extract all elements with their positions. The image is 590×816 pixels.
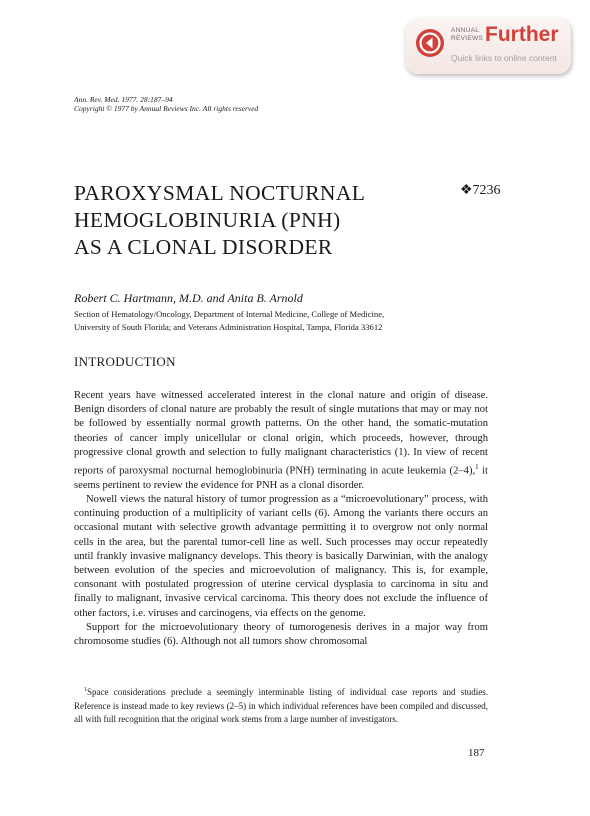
further-banner[interactable] [405, 18, 571, 74]
article-body [74, 389, 488, 649]
paragraph-3: Support for the microevolutionary theory of tumorogenesis derives in a major way from chromosome studies (6). Although not all tumors show chromosomal [74, 621, 488, 647]
section-heading: INTRODUCTION [74, 354, 176, 369]
footnote: $^1$Space considerations preclude a seemingly interminable listing of individual case reports and studies. Reference is instead made to key reviews (2–5) in which individual references have been compiled and discussed, all with full recognition that the original work stems from a large number of investigators. [74, 687, 488, 724]
footnote-marker: 1 [84, 687, 87, 693]
publisher-name: ANNUAL REVIEWS [451, 27, 484, 42]
citation-copyright: Copyright © 1977 by Annual Reviews Inc. All rights reserved [74, 104, 259, 113]
paragraph-2: Nowell views the natural history of tumor progression as a “microevolutionary” process, with continuing production of a multiplicity of variant cells (6). Among the variants there occurs an occasional mutant with selective growth advantage permitting it to overgrow not only normal cells in the area, but the parental tumor-cell line as well. Such processes may occur repeatedly until frankly invasive malignancy develops. This theory is basically Darwinian, with the analogy between evolution of the species and microevolution of malignancy. This is, for example, consonant with postulated progression of uterine cervical dysplasia to carcinoma in situ and finally to malignant, invasive cervical carcinoma. This theory does not exclude the influence of other factors, i.e. viruses and carcinogens, via effects on the genome. [74, 493, 488, 619]
footnote-ref[interactable]: 1 [475, 463, 479, 472]
paragraph-1: Recent years have witnessed accelerated interest in the clonal nature and origin of disease. Benign disorders of clonal nature are probably the result of single mutations that may or may not be followed by essentially normal growth patterns. On the other hand, the somatic-mutation theories of cancer imply unicellular or clonal origin, which proceeds, however, through progressive clonal growth and selection to fully malignant characteristics (1). In view of recent reports of paroxysmal nocturnal hemoglobinuria (PNH) terminating in acute leukemia (2–4),$^1$ it seems pertinent to review the evidence for PNH as a clonal disorder. [74, 390, 488, 491]
annual-reviews-logo-icon [415, 28, 445, 58]
banner-tagline: Quick links to online content [451, 53, 557, 63]
citation-journal: Ann. Rev. Med. 1977. 28:187–94 [74, 95, 173, 104]
affiliation: Section of Hematology/Oncology, Department of Internal Medicine, College of Medicine, University of South Florida; and Veterans Administration Hospital, Tampa, Florida 33612 [74, 309, 385, 332]
document-number: ❖7236 [460, 183, 501, 198]
authors: Robert C. Hartmann, M.D. and Anita B. Arnold [74, 291, 303, 305]
banner-brand: Further [485, 23, 559, 46]
page-number: 187 [468, 747, 485, 759]
article-title: PAROXYSMAL NOCTURNAL HEMOGLOBINURIA (PNH) AS A CLONAL DISORDER [74, 181, 366, 259]
citation [74, 95, 258, 113]
